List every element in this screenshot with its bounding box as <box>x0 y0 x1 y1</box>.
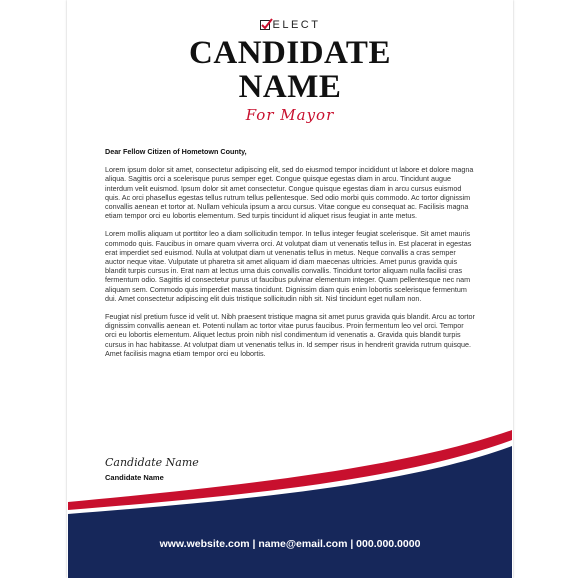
footer-contact: www.website.com | name@email.com | 000.000.0000 <box>159 538 421 550</box>
elect-header <box>68 19 512 31</box>
flyer-page <box>68 0 512 578</box>
candidate-title-line1: CANDIDATE <box>189 35 391 71</box>
office-subtitle: For Mayor <box>245 106 335 124</box>
letter-paragraph: Lorem ipsum dolor sit amet, consectetur adipiscing elit, sed do eiusmod tempor incididunt ut labore et dolore magna aliqua. Sagittis orci a scelerisque purus semper eget. Congue quisque egestas diam in arcu. Tincidunt augue interdum velit euismod. Ipsum dolor sit amet consectetur. Congue quisque egestas diam in arcu cursus euismod quis. Ac orci phasellus egestas tellus rutrum tellus pellentesque. Sed odio morbi quis commodo. Ac tortor dignissim convallis aenean et tortor at. Nullam vehicula ipsum a arcu cursus. Vitae congue eu consequat ac. Facilisis magna etiam tempor orci eu lobortis elementum. Sed turpis tincidunt id aliquet risus feugiat in ante metus. <box>105 165 474 221</box>
signature-script: Candidate Name <box>105 456 199 469</box>
footer-wave <box>68 430 512 578</box>
candidate-title-line2: NAME <box>238 69 342 105</box>
ballot-check-icon <box>260 20 270 30</box>
signature-name: Candidate Name <box>105 473 164 482</box>
letter-greeting: Dear Fellow Citizen of Hometown County, <box>105 147 247 156</box>
letter-body <box>105 147 477 367</box>
letter-paragraph: Lorem mollis aliquam ut porttitor leo a diam sollicitudin tempor. In tellus integer feugiat scelerisque. Sit amet mauris commodo quis. Faucibus in ornare quam viverra orci. At volutpat diam ut venenatis tellus in. Est placerat in egestas erat imperdiet sed euismod. Nulla at volutpat diam ut venenatis tellus in metus. Neque convallis a cras semper auctor neque vitae. Vulputate ut pharetra sit amet aliquam id diam maecenas ultricies. Amet purus gravida quis blandit turpis cursus in. Erat nam at lectus urna duis convallis convallis. Tincidunt tortor aliquam nulla facilisi cras fermentum odio. Sagittis id consectetur purus ut faucibus pulvinar elementum integer. Quam pellentesque nec nam aliquam sem. Commodo quis imperdiet massa tincidunt. Dignissim diam quis enim lobortis scelerisque fermentum dui. Amet consectetur adipiscing elit duis tristique sollicitudin nibh sit. Nisl tincidunt eget nullam non. <box>105 229 472 303</box>
elect-label: ELECT <box>272 19 321 31</box>
letter-paragraph: Feugiat nisl pretium fusce id velit ut. Nibh praesent tristique magna sit amet purus gravida quis blandit. Arcu ac tortor dignissim convallis aenean et. Potenti nullam ac tortor vitae purus faucibus. Proin fermentum leo vel orci. Tempor orci eu lobortis elementum. Aliquet lectus proin nibh nisl condimentum id venenatis a. Gravida quis blandit turpis cursus in hac habitasse. At volutpat diam ut venenatis tellus in. Id semper risus in hendrerit gravida rutrum quisque. Amet facilisis magna etiam tempor orci eu lobortis. <box>105 312 475 358</box>
